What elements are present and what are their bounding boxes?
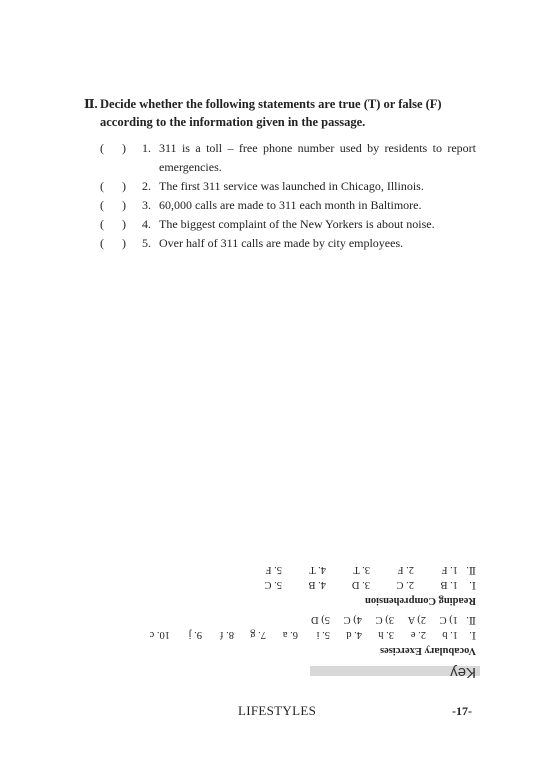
answer: 2. e — [410, 629, 426, 640]
statement-number: 2. — [142, 179, 151, 193]
answer: 4. T — [309, 564, 326, 575]
statement-text: The first 311 service was launched in Chicago, Illinois. — [159, 179, 424, 193]
reading-heading: Reading Comprehension — [365, 595, 476, 606]
answer-blank: ( ) — [100, 236, 126, 250]
row-label: Ⅰ. — [469, 629, 476, 640]
answer: 10. c — [149, 629, 170, 640]
statement-number: 1. — [142, 141, 151, 155]
key-title: Key — [450, 664, 476, 681]
answer: 5. F — [265, 564, 282, 575]
statement-number: 5. — [142, 236, 151, 250]
answer-blank: ( ) — [100, 179, 126, 193]
statement-item — [100, 139, 476, 177]
answer: 1. F — [441, 564, 458, 575]
statement-text: 60,000 calls are made to 311 each month in Baltimore. — [159, 198, 422, 212]
statement-list — [100, 139, 476, 253]
page-number: -17- — [452, 704, 472, 718]
answer: 2. C — [396, 579, 414, 590]
statement-item — [100, 177, 476, 196]
answer-blank: ( ) — [100, 198, 126, 212]
vocab-answers-row-2 — [298, 614, 476, 626]
reading-answers-row-1 — [238, 579, 476, 591]
vocab-heading: Vocabulary Exercises — [380, 645, 476, 656]
section-heading — [84, 95, 484, 131]
answer-blank: ( ) — [100, 141, 126, 155]
row-label: Ⅰ. — [469, 579, 476, 590]
answer: 1) C — [439, 614, 458, 625]
statement-number: 4. — [142, 217, 151, 231]
answer: 7. g — [250, 629, 266, 640]
answer: 1. b — [442, 629, 458, 640]
answer: 1. B — [440, 579, 458, 590]
statement-item — [100, 215, 476, 234]
answer: 5. i — [316, 629, 330, 640]
answer: 4. B — [308, 579, 326, 590]
answer: 4) C — [343, 614, 362, 625]
answer-key-upside-down — [70, 536, 480, 681]
answer: 8. f — [220, 629, 234, 640]
statement-item — [100, 234, 476, 253]
answer: 9. j — [188, 629, 202, 640]
answer: 2) A — [407, 614, 426, 625]
answer: 3) C — [375, 614, 394, 625]
running-footer-title: LIFESTYLES — [238, 703, 317, 718]
statement-item — [100, 196, 476, 215]
statement-text: 311 is a toll – free phone number used by residents to report emergencies. — [159, 141, 476, 174]
instruction-line-2: according to the information given in the passage. — [100, 115, 366, 129]
row-label: Ⅱ. — [466, 564, 476, 575]
answer: 5) D — [311, 614, 330, 625]
statement-text: Over half of 311 calls are made by city employees. — [159, 236, 404, 250]
reading-answers-row-2 — [238, 564, 476, 576]
row-label: Ⅱ. — [466, 614, 476, 625]
answer-blank: ( ) — [100, 217, 126, 231]
statement-number: 3. — [142, 198, 151, 212]
answer: 2. F — [397, 564, 414, 575]
section-number: Ⅱ. — [84, 97, 98, 111]
answer: 5. C — [264, 579, 282, 590]
answer: 4. d — [346, 629, 362, 640]
answer: 3. T — [353, 564, 370, 575]
vocab-answers-row-1 — [138, 629, 476, 641]
answer: 3. h — [378, 629, 394, 640]
answer: 3. D — [351, 579, 370, 590]
statement-text: The biggest complaint of the New Yorkers is about noise. — [159, 217, 435, 231]
answer: 6. a — [282, 629, 298, 640]
instruction-line-1: Decide whether the following statements are true (T) or false (F) — [100, 97, 442, 111]
